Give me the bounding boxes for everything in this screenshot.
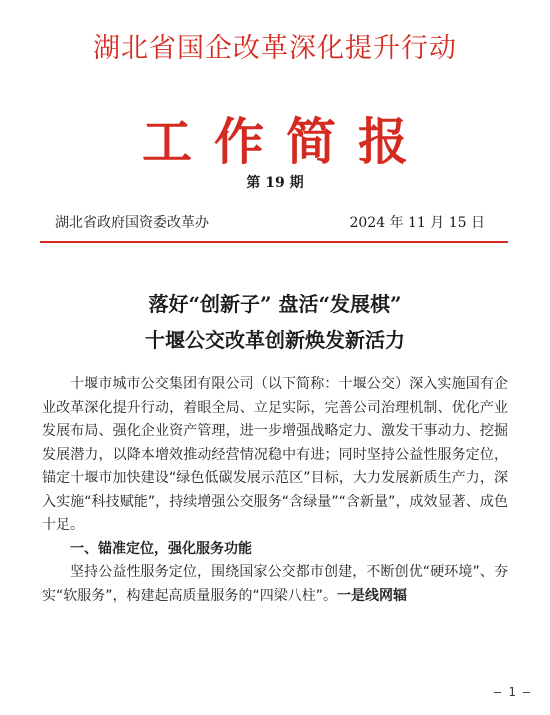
org-title: 湖北省国企改革深化提升行动 <box>93 33 457 64</box>
headline-line-2: 十堰公交改革创新焕发新活力 <box>145 328 405 352</box>
issue-number: 第 19 期 <box>246 175 304 191</box>
paragraph-1: 十堰市城市公交集团有限公司（以下简称：十堰公交）深入实施国有企业改革深化提升行动，着眼全局、立足实际，完善公司治理机制、优化产业发展布局、强化企业资产管理，进一步增强战略定力、激发干事动力、挖掘发展潜力，以降本增效推动经营情况稳中有进；同时坚持公益性服务定位，锚定十堰市加快建设“绿色低碳发展示范区”目标，大力发展新质生产力，深入实施“科技赋能”，持续增强公交服务“含绿量”“含新量”，成效显著、成色十足。 <box>42 376 508 533</box>
article-body <box>42 373 508 608</box>
masthead-title: 工作简报 <box>142 112 430 171</box>
meta-line <box>55 212 485 232</box>
red-divider-rule <box>40 241 508 243</box>
paragraph-2 <box>42 561 508 608</box>
page-number: — 1 — <box>493 685 530 699</box>
section-heading-1: 一、锚准定位，强化服务功能 <box>70 540 252 557</box>
issuing-office: 湖北省政府国资委改革办 <box>55 215 209 231</box>
paragraph-2-bold-lead: 一是线网辐 <box>337 587 408 604</box>
headline-line-1: 落好“创新子” 盘活“发展棋” <box>148 292 402 316</box>
paragraph-2-text: 坚持公益性服务定位，围绕国家公交都市创建，不断创优“硬环境”、夯实“软服务”，构建起高质量服务的“四梁八柱”。 <box>42 564 508 604</box>
issue-date: 2024 年 11 月 15 日 <box>349 215 485 231</box>
